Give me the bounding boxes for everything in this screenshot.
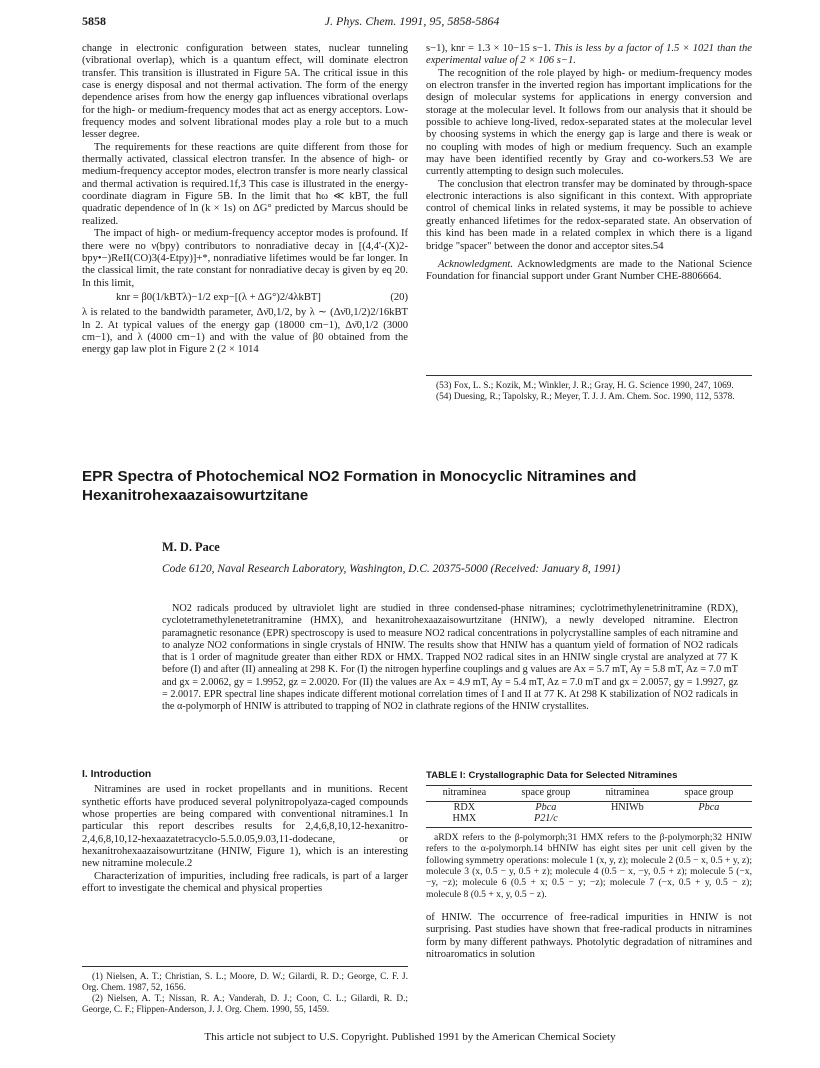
column-header: nitraminea	[589, 786, 666, 801]
journal-reference: J. Phys. Chem. 1991, 95, 5858-5864	[324, 14, 500, 28]
paragraph: The requirements for these reactions are quite different from those for thermally activated, classical electron transfer. In the absence of high- or medium-frequency acceptor modes, electron transfer is more nearly classical and thermal activation is required.1f,3 This case is illustrated in the energy-coordinate diagram in Figure 5B. In the limit that ħω ≪ kBT, the full quadratic dependence of ln (k × 1s) on ΔG° predicted by Marcus should be realized.	[82, 141, 408, 227]
table-cell: P21/c	[503, 813, 589, 827]
paragraph: Characterization of impurities, including free radicals, is part of a larger effort to investigate the chemical and physical properties	[82, 870, 408, 895]
prev-article-footnotes	[426, 381, 752, 403]
acknowledgment-label: Acknowledgment.	[438, 258, 514, 270]
table-caption: TABLE I: Crystallographic Data for Selected Nitramines	[426, 770, 678, 781]
table-cell: HMX	[426, 813, 503, 827]
table-cell: RDX	[453, 801, 476, 813]
footnote-2: (2) Nielsen, A. T.; Nissan, R. A.; Vanderah, D. J.; Coon, C. L.; Gilardi, R. D.; George, C. F.; Flippen-Anderson, J. J. Org. Chem. 1990, 55, 1459.	[82, 994, 408, 1015]
prev-article-right-column	[426, 43, 752, 284]
column-header: space group	[503, 786, 589, 801]
running-header	[82, 14, 742, 32]
footnote-53: (53) Fox, L. S.; Kozik, M.; Winkler, J. R.; Gray, H. G. Science 1990, 247, 1069.	[436, 381, 734, 391]
table-cell: Pbca	[698, 801, 720, 813]
table-cell	[589, 813, 666, 827]
footnote-divider	[426, 375, 752, 376]
section-heading: I. Introduction	[82, 769, 152, 780]
table-header-row	[426, 786, 752, 801]
paragraph: The recognition of the role played by high- or medium-frequency modes on electron transfer in the inverted region has important implications for the design of molecular systems for applications in energy conversion and storage at the molecular level. It follows from our analysis that it should be possible to achieve long-lived, redox-separated states at the molecular level by choosing systems in which the energy gap is large and there is weak or no coupling with modes of high or medium frequency. Such an example may have been identified recently by Gray and co-workers.53 We are currently attempting to design such molecules.	[426, 67, 752, 178]
table-row	[426, 813, 752, 827]
column-header: nitraminea	[426, 786, 503, 801]
paragraph: The conclusion that electron transfer may be dominated by through-space electronic interactions is also significant in this context. With appropriate control of chemical links in related systems, it may be possible to achieve greatly enhanced lifetimes for the redox-separated state. An observation of this kind has been made in a related complex in which there is a ligand bridge "spacer" between the donor and acceptor sites.54	[426, 178, 752, 252]
acknowledgment	[426, 259, 752, 284]
introduction-column	[82, 769, 408, 895]
table-row	[426, 801, 752, 813]
emphasized-result: This is less by a factor of 1.5 × 1021 than the experimental value of 2 × 106 s−1.	[426, 43, 752, 67]
table-footnote: aRDX refers to the β-polymorph;31 HMX refers to the β-polymorph;32 HNIW refers to the α-polymorph.14 bHNIW has eight sites per unit cell given by the following symmetry operations: molecule 1 (x, y, z); molecule 2 (0.5 − x, 0.5 + y, z); molecule 3 (x, 0.5 − y, 0.5 + z); molecule 4 (0.5 − x, −y, 0.5 + z); molecule 5 (−x, −y, −z); molecule 6 (0.5 + x; 0.5 − y; −z); molecule 7 (−x, 0.5 + y, 0.5 − z); molecule 8 (0.5 + x, y, 0.5 − z).	[426, 831, 752, 900]
article-title: EPR Spectra of Photochemical NO2 Formation in Monocyclic Nitramines and Hexanitrohexaazaisowurtzitane	[82, 468, 637, 504]
footnote-54: (54) Duesing, R.; Tapolsky, R.; Meyer, T. J. J. Am. Chem. Soc. 1990, 112, 5378.	[436, 392, 735, 402]
page-number: 5858	[82, 14, 106, 28]
prev-article-left-column	[82, 43, 408, 357]
affiliation: Code 6120, Naval Research Laboratory, Washington, D.C. 20375-5000 (Received: January 8, 1991)	[162, 563, 621, 575]
table-cell: Pbca	[535, 801, 557, 813]
paragraph	[426, 43, 752, 68]
acknowledgment-text: Acknowledgments are made to the National Science Foundation for financial support under Grant Number CHE-8806664.	[426, 258, 752, 283]
abstract: NO2 radicals produced by ultraviolet light are studied in three condensed-phase nitramines; cyclotrimethylenetrinitramine (RDX), cyclotetramethylenetetranitramine (HMX), and hexanitrohexaazaisowurtzitane (HNIW), a newly developed nitramine. Electron paramagnetic resonance (EPR) spectroscopy is used to measure NO2 radical concentrations in polycrystalline samples of each nitramine and to analyze NO2 conformations in single crystals of HNIW. The results show that HNIW has a quantum yield of formation of NO2 radicals that is 1 order of magnitude greater than either RDX or HMX. Trapped NO2 radical sites in an HNIW single crystal are analyzed at 77 K before (I) and after (II) annealing at 298 K. For (I) the nitrogen hyperfine couplings and g values are Ax = 5.7 mT, Ay = 5.8 mT, Az = 7.0 mT and gx = 2.0062, gy = 1.9952, gz = 2.0020. For (II) the values are Ax = 4.9 mT, Ay = 5.4 mT, Az = 7.0 mT and gx = 2.0057, gy = 1.9927, gz = 2.0017. EPR spectral line shapes indicate different motional correlation times of I and II at 77 K. At 298 K stabilization of NO2 radicals in the α-polymorph of HNIW is attributed to trapping of NO2 in clathrate regions of the HNIW crystallites.	[162, 603, 738, 713]
table-block	[426, 770, 752, 962]
footnote-divider	[82, 966, 408, 967]
footnote-1: (1) Nielsen, A. T.; Christian, S. L.; Moore, D. W.; Gilardi, R. D.; George, C. F. J. Org. Chem. 1987, 52, 1656.	[82, 972, 408, 993]
crystallographic-table	[426, 785, 752, 827]
paragraph: of HNIW. The occurrence of free-radical impurities in HNIW is not surprising. Past studies have shown that free-radical products in nitramines form by many different pathways. Photolytic degradation of nitramines and nitroaromatics in solution	[426, 912, 752, 961]
table-cell	[666, 813, 752, 827]
paragraph: λ is related to the bandwidth parameter, Δν̄0,1/2, by λ ∼ (Δν̄0,1/2)2/16kBT ln 2. At typical values of the energy gap (18000 cm−1), Δν̄0,1/2 (3000 cm−1), and λ (4000 cm−1) and with the value of β0 obtained from the energy gap law plot in Figure 2 (2 × 1014	[82, 307, 408, 356]
paragraph: change in electronic configuration between states, nuclear tunneling (vibrational overlap), which is a quantum effect, will dominate electron transfer. This transition is illustrated in Figure 5A. The critical issue in this case is energy disposal and not thermal activation. The form of the energy dependence arises from how the energy gap influences vibrational overlaps for the high- or medium-frequency modes that act as energy acceptors. Low-frequency modes and solvent librational modes play a role but to a much lesser degree.	[82, 43, 408, 141]
equation-number: (20)	[390, 291, 408, 303]
equation-body: knr = β0(1/kBTλ)−1/2 exp−[(λ + ΔG°)2/4λkBT]	[116, 291, 321, 303]
paragraph: Nitramines are used in rocket propellants and in munitions. Recent synthetic efforts have produced several polynitropolyaza-caged compounds whose properties are being compared with conventional nitramines.1 In particular this report describes results for 2,4,6,8,10,12-hexanitro-2,4,6,8,10,12-hexaazatetracyclo-5.5.0.05,9.03,11-dodecane, or hexanitrohexaazaisowurtzitane (HNIW, Figure 1), which is an interesting new nitramine molecule.2	[82, 784, 408, 870]
column-header: space group	[666, 786, 752, 801]
paragraph: The impact of high- or medium-frequency acceptor modes is profound. If there were no ν(bpy) contributors to nonradiative decay in [(4,4'-(X)2-bpy•−)ReII(CO)3(4-Etpy)]+*, nonradiative lifetimes would be far longer. In the classical limit, the rate constant for nonradiative decay is given by eq 20. In this limit,	[82, 228, 408, 289]
table-cell: HNIWb	[610, 801, 644, 813]
rate-result: s−1), knr = 1.3 × 10−15 s−1.	[426, 43, 551, 54]
article-footnotes	[82, 972, 408, 1016]
author: M. D. Pace	[162, 540, 220, 554]
copyright-footer: This article not subject to U.S. Copyright. Published 1991 by the American Chemical Society	[204, 1031, 616, 1043]
equation-20	[82, 292, 408, 304]
